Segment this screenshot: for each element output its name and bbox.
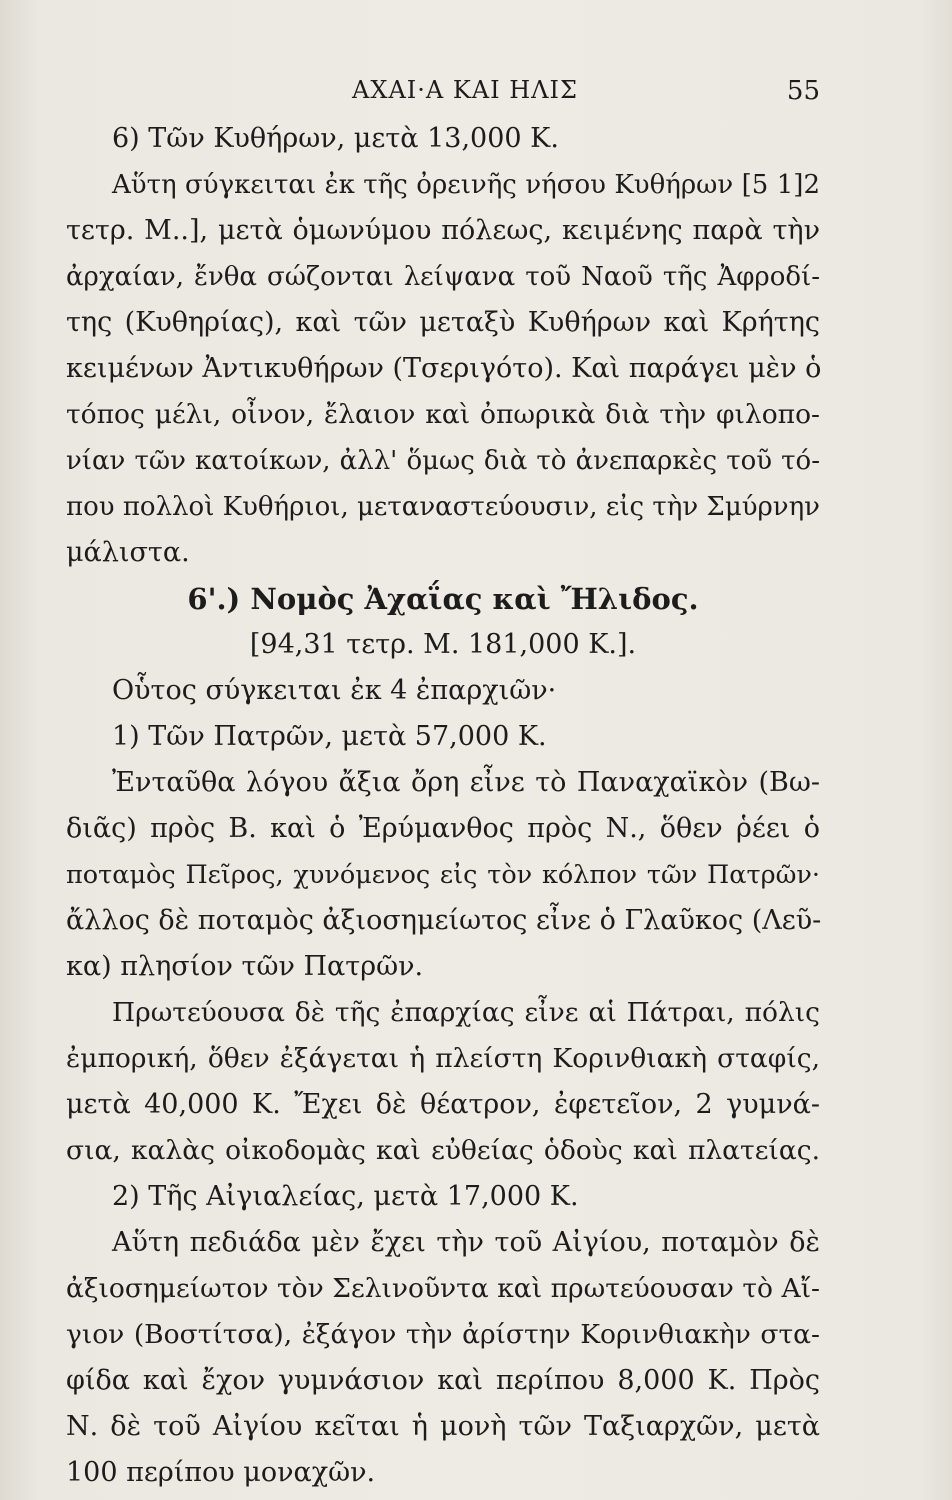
text-line: ποταμὸς Πεῖρος, χυνόμενος εἰς τὸν κόλπον τῶν Πατρῶν· — [66, 860, 820, 890]
text-line: μετὰ 40,000 Κ. Ἔχει δὲ θέατρον, ἐφετεῖον, 2 γυμνά- — [66, 1089, 820, 1120]
text-line: ἄλλος δὲ ποταμὸς ἀξιοσημείωτος εἶνε ὁ Γλαῦκος (Λεῦ- — [66, 905, 822, 936]
text-line: ἐμπορική, ὅθεν ἐξάγεται ἡ πλείστη Κορινθιακὴ σταφίς, — [66, 1043, 820, 1074]
text-line: κα) πλησίον τῶν Πατρῶν. — [66, 951, 424, 982]
text-line: 6) Τῶν Κυθήρων, μετὰ 13,000 Κ. — [112, 123, 559, 154]
text-line: ἀρχαίαν, ἔνθα σώζονται λείψανα τοῦ Ναοῦ τῆς Ἀφροδί- — [66, 262, 820, 292]
text-line: τόπος μέλι, οἶνον, ἔλαιον καὶ ὀπωρικὰ διὰ τὴν φιλοπο- — [66, 399, 820, 430]
text-line: διᾶς) πρὸς Β. καὶ ὁ Ἐρύμανθος πρὸς Ν., ὅθεν ῥέει ὁ — [66, 813, 820, 844]
section-subheading: [94,31 τετρ. Μ. 181,000 Κ.]. — [249, 629, 637, 660]
text-line: 2) Τῆς Αἰγιαλείας, μετὰ 17,000 Κ. — [112, 1181, 579, 1212]
text-line: 1) Τῶν Πατρῶν, μετὰ 57,000 Κ. — [112, 721, 547, 752]
text-line: φίδα καὶ ἔχον γυμνάσιον καὶ περίπου 8,000 Κ. Πρὸς — [66, 1365, 820, 1396]
page-header — [110, 76, 820, 112]
text-line: Αὕτη σύγκειται ἐκ τῆς ὀρεινῆς νήσου Κυθήρων [5 1]2 — [112, 170, 820, 200]
text-line: τετρ. Μ..], μετὰ ὁμωνύμου πόλεως, κειμένης παρὰ τὴν — [66, 215, 820, 246]
text-line: νίαν τῶν κατοίκων, ἀλλ' ὅμως διὰ τὸ ἀνεπαρκὲς τοῦ τό- — [66, 446, 820, 476]
text-line: Αὕτη πεδιάδα μὲν ἔχει τὴν τοῦ Αἰγίου, ποταμὸν δὲ — [112, 1227, 820, 1258]
section-heading: 6'.) Νομὸς Ἀχαΐας καὶ Ἤλιδος. — [187, 582, 699, 616]
running-title: ΑΧΑΙ·Α ΚΑΙ ΗΛΙΣ — [352, 76, 578, 104]
body-text — [66, 116, 820, 1496]
text-line: κειμένων Ἀντικυθήρων (Τσεριγότο). Καὶ παράγει μὲν ὁ — [66, 353, 822, 384]
text-line: της (Κυθηρίας), καὶ τῶν μεταξὺ Κυθήρων καὶ Κρήτης — [66, 307, 820, 338]
text-line: σια, καλὰς οἰκοδομὰς καὶ εὐθείας ὁδοὺς καὶ πλατείας. — [66, 1135, 820, 1166]
text-line: 100 περίπου μοναχῶν. — [66, 1457, 376, 1488]
text-line: γιον (Βοστίτσα), ἐξάγον τὴν ἀρίστην Κορινθιακὴν στα- — [66, 1319, 820, 1350]
text-line: Πρωτεύουσα δὲ τῆς ἐπαρχίας εἶνε αἱ Πάτραι, πόλις — [112, 997, 820, 1028]
page-number: 55 — [786, 76, 820, 106]
text-line: Οὗτος σύγκειται ἐκ 4 ἐπαρχιῶν· — [112, 675, 557, 706]
text-line: μάλιστα. — [66, 537, 190, 568]
text-line: Ἐνταῦθα λόγου ἄξια ὄρη εἶνε τὸ Παναχαϊκὸν (Βω- — [112, 767, 820, 798]
text-line: ἀξιοσημείωτον τὸν Σελινοῦντα καὶ πρωτεύουσαν τὸ Αἴ- — [66, 1273, 820, 1304]
text-line: που πολλοὶ Κυθήριοι, μεταναστεύουσιν, εἰς τὴν Σμύρνην — [66, 492, 820, 522]
text-line: Ν. δὲ τοῦ Αἰγίου κεῖται ἡ μονὴ τῶν Ταξιαρχῶν, μετὰ — [66, 1411, 820, 1442]
